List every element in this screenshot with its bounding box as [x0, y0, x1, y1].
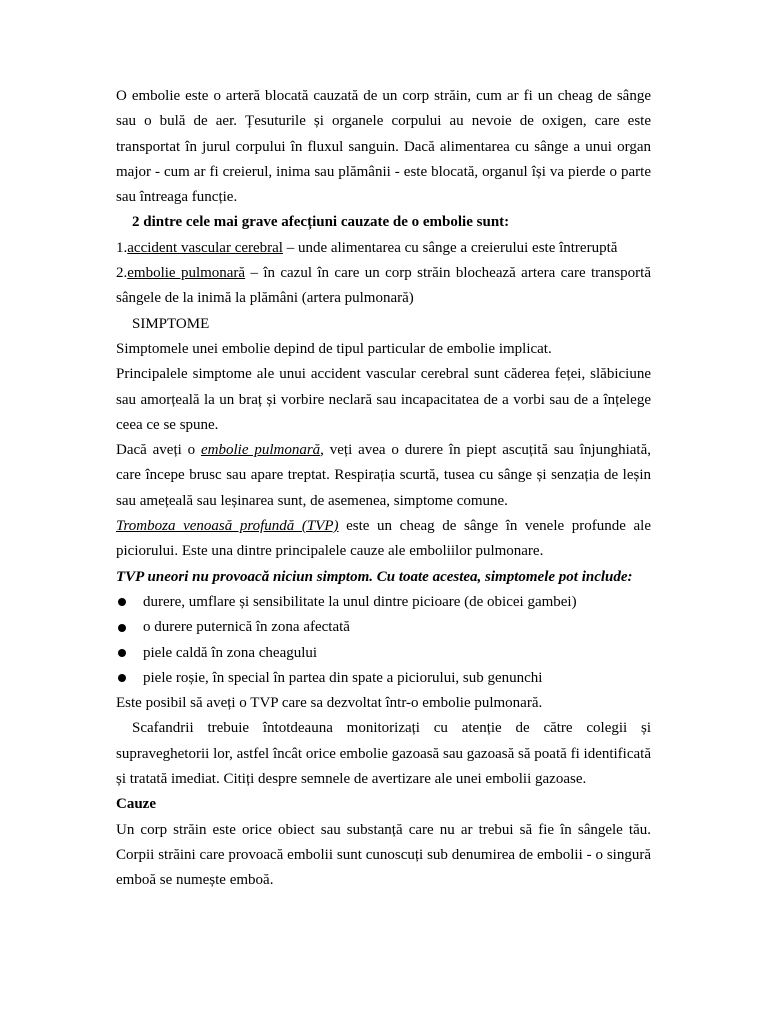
condition-item-pulmonary	[116, 261, 651, 312]
list-item	[116, 615, 651, 640]
tvp-note: TVP uneori nu provoacă niciun simptom. Cu toate acestea, simptomele pot include:	[116, 568, 633, 585]
condition-term-stroke[interactable]: accident vascular cerebral	[127, 239, 283, 256]
condition-number: 1.	[116, 239, 128, 256]
intro-paragraph: O embolie este o arteră blocată cauzată de un corp străin, cum ar fi un cheag de sânge sau o bulă de aer. Țesuturile și organele corpului au nevoie de oxigen, care este transportat în jurul corpului în fluxul sanguin. Dacă alimentarea cu sânge a unui organ major - cum ar fi creierul, inima sau plămânii - este blocată, organul își va pierde o parte sau întreaga funcție.	[116, 88, 651, 206]
condition-description: – în cazul în care un corp străin blochează artera care transportă sângele de la inimă la plămâni (artera pulmonară)	[116, 265, 651, 307]
condition-number: 2.	[116, 265, 128, 282]
pulmonary-embolism-link[interactable]: embolie pulmonară	[201, 442, 321, 459]
symptoms-heading: SIMPTOME	[132, 315, 210, 332]
conditions-heading: 2 dintre cele mai grave afecțiuni cauzate de o embolie sunt:	[132, 214, 510, 231]
bullet-icon	[118, 598, 126, 606]
document-body	[116, 84, 651, 894]
list-item-text: piele caldă în zona cheagului	[143, 644, 318, 661]
pulmonary-paragraph	[116, 438, 651, 514]
list-item	[116, 641, 651, 666]
tvp-link[interactable]: Tromboza venoasă profundă (TVP)	[116, 518, 339, 535]
condition-description: – unde alimentarea cu sânge a creierului este întreruptă	[282, 239, 618, 256]
tvp-paragraph	[116, 514, 651, 565]
list-item	[116, 666, 651, 691]
bullet-icon	[118, 674, 126, 682]
list-item	[116, 590, 651, 615]
tvp-text-after: este un cheag de sânge în venele profunde ale piciorului. Este una dintre principalele cauze ale emboliilor pulmonare.	[116, 518, 651, 560]
stroke-symptoms-paragraph: Principalele simptome ale unui accident vascular cerebral sunt căderea feței, slăbiciune sau amorțeală la un braț și vorbire neclară sau incapacitatea de a vorbi sau de a înțelege ceea ce se spune.	[116, 366, 651, 433]
causes-heading: Cauze	[116, 796, 156, 813]
pulmonary-text-after: , veți avea o durere în piept ascuțită sau înjunghiată, care începe brusc sau apare treptat. Respirația scurtă, tusea cu sânge și senzația de leșin sau amețeală sau leșinarea sunt, de asemenea, simptome comune.	[116, 442, 651, 509]
tvp-symptoms-list	[116, 590, 651, 691]
tvp-conclusion: Este posibil să aveți o TVP care sa dezvoltat într-o embolie pulmonară.	[116, 695, 543, 712]
condition-item-stroke	[116, 236, 651, 261]
list-item-text: piele roșie, în special în partea din spate a piciorului, sub genunchi	[143, 669, 543, 686]
bullet-icon	[118, 624, 126, 632]
list-item-text: durere, umflare și sensibilitate la unul dintre picioare (de obicei gambei)	[143, 593, 577, 610]
symptoms-intro: Simptomele unei embolie depind de tipul particular de embolie implicat.	[116, 340, 552, 357]
bullet-icon	[118, 649, 126, 657]
causes-paragraph: Un corp străin este orice obiect sau substanță care nu ar trebui să fie în sângele tău. Corpii străini care provoacă embolii sunt cunoscuți sub denumirea de embolii - o singură emboă se numește emboă.	[116, 821, 651, 889]
divers-paragraph: Scafandrii trebuie întotdeauna monitorizați cu atenție de către colegii și supraveghetorii lor, astfel încât orice embolie gazoasă sau gazoasă să poată fi identificată și tratată imediat. Citiți despre semnele de avertizare ale unei embolii gazoase.	[116, 720, 651, 788]
list-item-text: o durere puternică în zona afectată	[143, 619, 350, 636]
pulmonary-text-before: Dacă aveți o	[116, 442, 201, 459]
condition-term-pulmonary[interactable]: embolie pulmonară	[127, 265, 246, 282]
